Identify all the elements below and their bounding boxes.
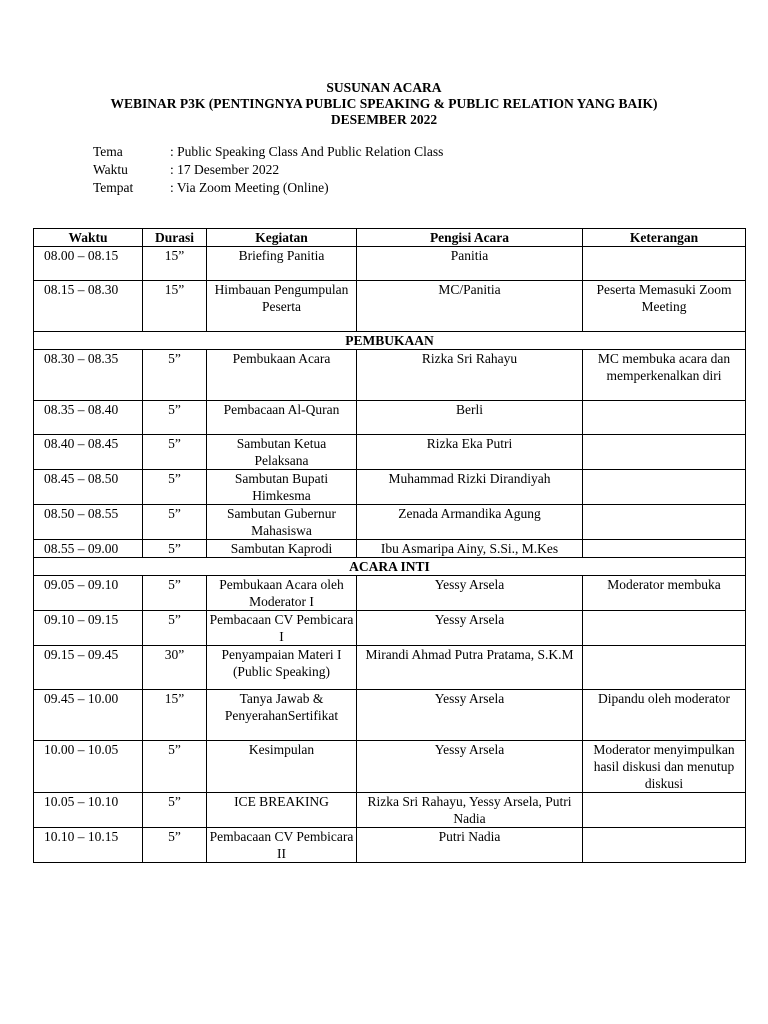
cell-pengisi: MC/Panitia bbox=[357, 281, 583, 332]
section-title: ACARA INTI bbox=[34, 558, 746, 576]
cell-keterangan bbox=[583, 505, 746, 540]
column-header-durasi: Durasi bbox=[143, 229, 207, 247]
column-header-keterangan: Keterangan bbox=[583, 229, 746, 247]
meta-label: Tema bbox=[93, 144, 123, 159]
cell-kegiatan: Sambutan Gubernur Mahasiswa bbox=[207, 505, 357, 540]
cell-waktu: 08.50 – 08.55 bbox=[34, 505, 143, 540]
cell-kegiatan: Kesimpulan bbox=[207, 741, 357, 793]
meta-value: : 17 Desember 2022 bbox=[170, 162, 280, 177]
cell-kegiatan: Pembacaan CV Pembicara I bbox=[207, 611, 357, 646]
table-row bbox=[34, 690, 746, 741]
section-row bbox=[34, 558, 746, 576]
table-row bbox=[34, 646, 746, 690]
cell-durasi: 15” bbox=[143, 281, 207, 332]
table-row bbox=[34, 828, 746, 863]
cell-pengisi: Mirandi Ahmad Putra Pratama, S.K.M bbox=[357, 646, 583, 690]
cell-pengisi: Yessy Arsela bbox=[357, 741, 583, 793]
table-row bbox=[34, 576, 746, 611]
meta-value: : Via Zoom Meeting (Online) bbox=[170, 180, 329, 195]
cell-durasi: 15” bbox=[143, 690, 207, 741]
document-header bbox=[0, 80, 768, 128]
cell-pengisi: Muhammad Rizki Dirandiyah bbox=[357, 470, 583, 505]
cell-kegiatan: Pembacaan CV Pembicara II bbox=[207, 828, 357, 863]
cell-kegiatan: Tanya Jawab & PenyerahanSertifikat bbox=[207, 690, 357, 741]
table-row bbox=[34, 470, 746, 505]
meta-label: Waktu bbox=[93, 162, 128, 177]
section-row bbox=[34, 332, 746, 350]
cell-keterangan bbox=[583, 611, 746, 646]
cell-keterangan: Peserta Memasuki Zoom Meeting bbox=[583, 281, 746, 332]
cell-keterangan bbox=[583, 646, 746, 690]
schedule-body bbox=[34, 247, 746, 863]
schedule-table bbox=[33, 228, 746, 863]
cell-kegiatan: Pembukaan Acara oleh Moderator I bbox=[207, 576, 357, 611]
cell-pengisi: Rizka Sri Rahayu, Yessy Arsela, Putri Nadia bbox=[357, 793, 583, 828]
cell-keterangan bbox=[583, 401, 746, 435]
cell-durasi: 5” bbox=[143, 611, 207, 646]
cell-kegiatan: Sambutan Ketua Pelaksana bbox=[207, 435, 357, 470]
cell-durasi: 30” bbox=[143, 646, 207, 690]
cell-durasi: 5” bbox=[143, 470, 207, 505]
cell-keterangan: Moderator menyimpulkan hasil diskusi dan menutup diskusi bbox=[583, 741, 746, 793]
cell-pengisi: Rizka Sri Rahayu bbox=[357, 350, 583, 401]
column-header-waktu: Waktu bbox=[34, 229, 143, 247]
cell-durasi: 15” bbox=[143, 247, 207, 281]
table-row bbox=[34, 741, 746, 793]
cell-keterangan bbox=[583, 828, 746, 863]
cell-waktu: 08.35 – 08.40 bbox=[34, 401, 143, 435]
cell-durasi: 5” bbox=[143, 793, 207, 828]
cell-pengisi: Putri Nadia bbox=[357, 828, 583, 863]
cell-pengisi: Berli bbox=[357, 401, 583, 435]
table-row bbox=[34, 505, 746, 540]
cell-waktu: 10.00 – 10.05 bbox=[34, 741, 143, 793]
cell-waktu: 09.05 – 09.10 bbox=[34, 576, 143, 611]
cell-keterangan: Dipandu oleh moderator bbox=[583, 690, 746, 741]
cell-waktu: 09.10 – 09.15 bbox=[34, 611, 143, 646]
column-header-kegiatan: Kegiatan bbox=[207, 229, 357, 247]
cell-waktu: 09.45 – 10.00 bbox=[34, 690, 143, 741]
cell-pengisi: Ibu Asmaripa Ainy, S.Si., M.Kes bbox=[357, 540, 583, 558]
cell-durasi: 5” bbox=[143, 576, 207, 611]
table-row bbox=[34, 793, 746, 828]
cell-kegiatan: Briefing Panitia bbox=[207, 247, 357, 281]
event-date: DESEMBER 2022 bbox=[330, 112, 438, 127]
cell-waktu: 08.40 – 08.45 bbox=[34, 435, 143, 470]
cell-waktu: 08.00 – 08.15 bbox=[34, 247, 143, 281]
table-row bbox=[34, 540, 746, 558]
cell-durasi: 5” bbox=[143, 435, 207, 470]
event-title: WEBINAR P3K (PENTINGNYA PUBLIC SPEAKING & PUBLIC RELATION YANG BAIK) bbox=[110, 96, 658, 111]
cell-keterangan bbox=[583, 793, 746, 828]
table-row bbox=[34, 247, 746, 281]
cell-kegiatan: Penyampaian Materi I (Public Speaking) bbox=[207, 646, 357, 690]
cell-waktu: 08.15 – 08.30 bbox=[34, 281, 143, 332]
cell-waktu: 08.55 – 09.00 bbox=[34, 540, 143, 558]
cell-kegiatan: Himbauan Pengumpulan Peserta bbox=[207, 281, 357, 332]
table-row bbox=[34, 350, 746, 401]
cell-kegiatan: Pembacaan Al-Quran bbox=[207, 401, 357, 435]
cell-durasi: 5” bbox=[143, 741, 207, 793]
event-info bbox=[93, 143, 443, 197]
section-title: PEMBUKAAN bbox=[34, 332, 746, 350]
cell-waktu: 10.10 – 10.15 bbox=[34, 828, 143, 863]
cell-durasi: 5” bbox=[143, 401, 207, 435]
cell-durasi: 5” bbox=[143, 350, 207, 401]
cell-keterangan: Moderator membuka bbox=[583, 576, 746, 611]
cell-pengisi: Rizka Eka Putri bbox=[357, 435, 583, 470]
column-header-pengisi-acara: Pengisi Acara bbox=[357, 229, 583, 247]
table-row bbox=[34, 401, 746, 435]
cell-pengisi: Yessy Arsela bbox=[357, 611, 583, 646]
cell-kegiatan: ICE BREAKING bbox=[207, 793, 357, 828]
cell-durasi: 5” bbox=[143, 828, 207, 863]
table-row bbox=[34, 611, 746, 646]
meta-row-waktu bbox=[93, 161, 443, 179]
meta-row-tempat bbox=[93, 179, 443, 197]
meta-value: : Public Speaking Class And Public Relation Class bbox=[170, 144, 444, 159]
cell-waktu: 08.30 – 08.35 bbox=[34, 350, 143, 401]
document-title: SUSUNAN ACARA bbox=[326, 80, 442, 95]
cell-durasi: 5” bbox=[143, 505, 207, 540]
cell-kegiatan: Sambutan Bupati Himkesma bbox=[207, 470, 357, 505]
table-header-row bbox=[34, 229, 746, 247]
cell-kegiatan: Pembukaan Acara bbox=[207, 350, 357, 401]
cell-waktu: 09.15 – 09.45 bbox=[34, 646, 143, 690]
cell-keterangan: MC membuka acara dan memperkenalkan diri bbox=[583, 350, 746, 401]
cell-pengisi: Panitia bbox=[357, 247, 583, 281]
cell-keterangan bbox=[583, 470, 746, 505]
cell-waktu: 10.05 – 10.10 bbox=[34, 793, 143, 828]
cell-waktu: 08.45 – 08.50 bbox=[34, 470, 143, 505]
table-row bbox=[34, 281, 746, 332]
table-row bbox=[34, 435, 746, 470]
cell-keterangan bbox=[583, 247, 746, 281]
cell-durasi: 5” bbox=[143, 540, 207, 558]
cell-pengisi: Zenada Armandika Agung bbox=[357, 505, 583, 540]
meta-row-tema bbox=[93, 143, 443, 161]
cell-keterangan bbox=[583, 540, 746, 558]
cell-keterangan bbox=[583, 435, 746, 470]
cell-kegiatan: Sambutan Kaprodi bbox=[207, 540, 357, 558]
cell-pengisi: Yessy Arsela bbox=[357, 690, 583, 741]
meta-label: Tempat bbox=[93, 180, 134, 195]
cell-pengisi: Yessy Arsela bbox=[357, 576, 583, 611]
